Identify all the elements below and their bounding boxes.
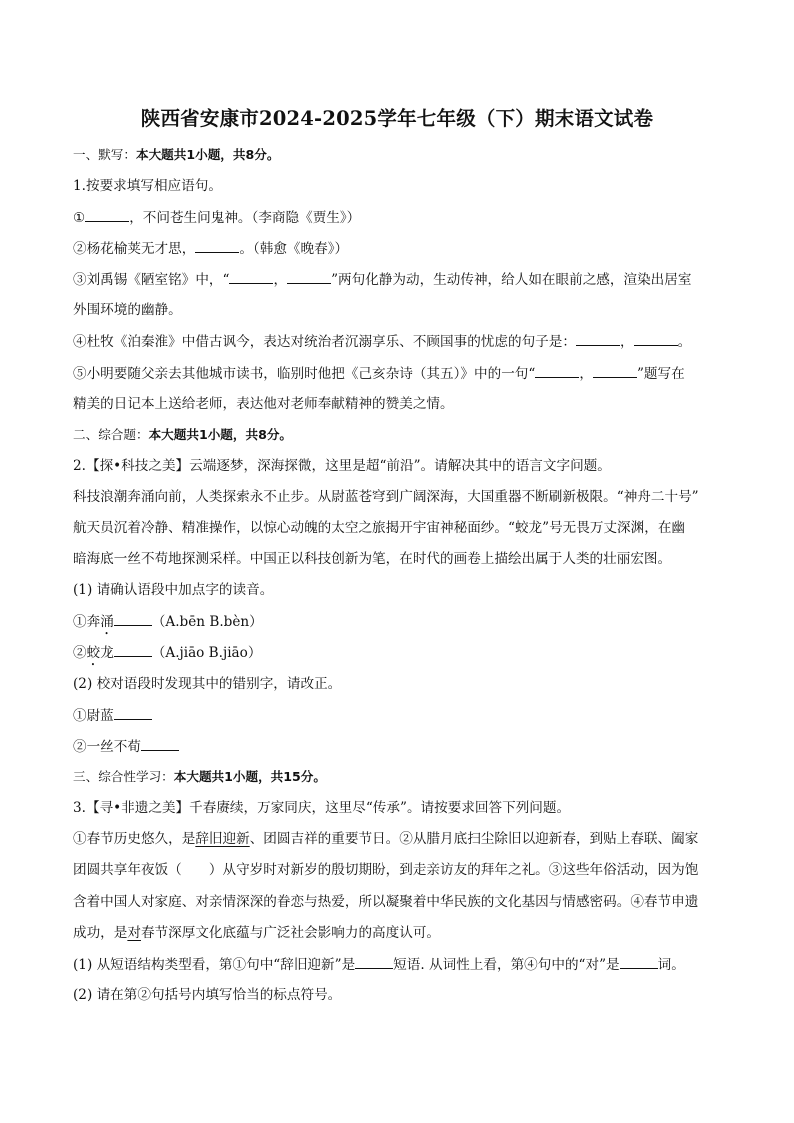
q1-intro: 1.按要求填写相应语句。: [73, 178, 222, 194]
q2-passage-line: 科技浪潮奔涌向前，人类探索永不止步。从尉蓝苍穹到广阔深海，大国重器不断刷新极限。“神舟二十号”: [73, 489, 699, 505]
typo-word: ②一丝不荀: [73, 739, 141, 755]
answer-blank[interactable]: [141, 737, 179, 751]
q2-sub-1: (1) 请确认语段中加点字的读音。: [73, 582, 274, 598]
item-number: ②: [73, 645, 87, 661]
answer-blank[interactable]: [114, 643, 152, 657]
typo-word: ①尉蓝: [73, 708, 114, 724]
answer-blank[interactable]: [634, 332, 678, 346]
answer-blank[interactable]: [114, 706, 152, 720]
answer-blank[interactable]: [355, 955, 393, 969]
q2-intro: 2.【探•科技之美】云端逐梦，深海探微，这里是超“前沿”。请解决其中的语言文字问题。: [73, 458, 611, 474]
section-3-heading: [73, 768, 326, 786]
answer-blank[interactable]: [593, 364, 637, 378]
answer-blank[interactable]: [85, 208, 129, 222]
answer-blank[interactable]: [576, 332, 620, 346]
section-3-label: 三、综合性学习：: [73, 769, 174, 784]
text: 短语. 从词性上看，第④句中的“对”是: [393, 957, 620, 973]
word: ①奔: [73, 614, 101, 630]
section-2-heading: [73, 426, 292, 444]
text: ①春节历史悠久，是: [73, 831, 196, 847]
q1-item-1-text: ，不问苍生问鬼神。（李商隐《贾生》）: [129, 210, 361, 226]
q1-item-5: [73, 364, 685, 383]
dotted-char: 涌: [100, 614, 114, 630]
q2-passage-line: 暗海底一丝不苟地探测采样。中国正以科技创新为笔，在时代的画卷上描绘出属于人类的壮丽宏图。: [73, 551, 672, 567]
q3-intro: 3.【寻•非遗之美】千春赓续，万家同庆，这里尽“传承”。请按要求回答下列问题。: [73, 800, 571, 816]
q1-item-5-text: ⑤小明要随父亲去其他城市读书，临别时他把《己亥杂诗（其五）》中的一句“: [73, 366, 536, 382]
pinyin-options: （A.bēn B.bèn）: [151, 614, 263, 630]
answer-blank[interactable]: [195, 239, 239, 253]
q3-passage-line: 含着中国人对家庭、对亲情深深的眷恋与热爱，所以凝聚着中华民族的文化基因与情感密码。④春节申遗: [73, 894, 699, 910]
q2-sub-2-fix-1: [73, 706, 152, 725]
q1-item-5-text-end: ”题写在: [636, 366, 685, 382]
text: 成功，是: [73, 925, 128, 941]
comma: ，: [579, 366, 593, 382]
q2-sub-1-option-1: [73, 612, 263, 638]
q3-passage-line: [73, 830, 698, 848]
section-1-rule: 本大题共1小题，共8分。: [135, 147, 280, 162]
answer-blank[interactable]: [287, 270, 331, 284]
q1-item-3-text-end: ”两句化静为动，生动传神，给人如在眼前之感，渲染出居室: [331, 272, 692, 288]
section-2-label: 二、综合题：: [73, 427, 149, 442]
answer-blank[interactable]: [229, 270, 273, 284]
answer-blank[interactable]: [114, 612, 152, 626]
q3-sub-1: [73, 955, 685, 974]
text: 春节深厚文化底蕴与广泛社会影响力的高度认可。: [140, 925, 441, 941]
q1-item-1: [73, 208, 360, 227]
q2-passage-line: 航天员沉着冷静、精准操作，以惊心动魄的太空之旅揭开宇宙神秘面纱。“蛟龙”号无畏万丈深渊，在幽: [73, 520, 686, 536]
pinyin-options: （A.jiāo B.jiāo）: [151, 645, 262, 661]
q2-sub-2: (2) 校对语段时发现其中的错别字，请改正。: [73, 676, 342, 692]
text: 、团圆吉祥的重要节日。②从腊月底扫尘除旧以迎新春，到贴上春联、阖家: [249, 831, 699, 847]
q1-item-1-number: ①: [73, 210, 86, 226]
q3-sub-2: (2) 请在第②句括号内填写恰当的标点符号。: [73, 987, 342, 1003]
underlined-word: 对: [127, 925, 141, 941]
underlined-phrase: 辞旧迎新: [195, 831, 250, 847]
q3-passage-line: 团圆共享年夜饭（ ）从守岁时对新岁的殷切期盼，到走亲访友的拜年之礼。③这些年俗活动，因为饱: [73, 862, 699, 878]
q2-sub-1-option-2: [73, 643, 261, 669]
q1-item-3-text: ③刘禹锡《陋室铭》中，“: [73, 272, 230, 288]
q1-item-4: [73, 332, 691, 351]
q1-item-3-line2: 外围环境的幽静。: [73, 302, 182, 318]
q1-item-2: [73, 239, 348, 258]
section-1-heading: [73, 146, 279, 164]
comma: ，: [619, 334, 634, 350]
answer-blank[interactable]: [620, 955, 658, 969]
q1-item-3: [73, 270, 691, 289]
comma: ，: [273, 272, 288, 288]
exam-title: 陕西省安康市2024-2025学年七年级（下）期末语文试卷: [140, 107, 654, 130]
q1-item-2-source: 。（韩愈《晚春》）: [239, 241, 349, 257]
q1-item-4-text: ④杜牧《泊秦淮》中借古讽今，表达对统治者沉溺享乐、不顾国事的忧虑的句子是：: [73, 334, 576, 350]
word: 龙: [100, 645, 114, 661]
q3-passage-line: [73, 924, 440, 942]
answer-blank[interactable]: [535, 364, 579, 378]
section-1-label: 一、默写：: [73, 147, 136, 162]
text: 词。: [657, 957, 685, 973]
dotted-char: 蛟: [86, 645, 101, 661]
q1-item-2-text: ②杨花榆荚无才思，: [73, 241, 196, 257]
q1-item-5-line2: 精美的日记本上送给老师，表达他对老师奉献精神的赞美之情。: [73, 396, 454, 412]
section-2-rule: 本大题共1小题，共8分。: [148, 427, 293, 442]
text: (1) 从短语结构类型看，第①句中“辞旧迎新”是: [73, 957, 356, 973]
section-3-rule: 本大题共1小题，共15分。: [173, 769, 326, 784]
q2-sub-2-fix-2: [73, 737, 179, 756]
period: 。: [677, 334, 692, 350]
